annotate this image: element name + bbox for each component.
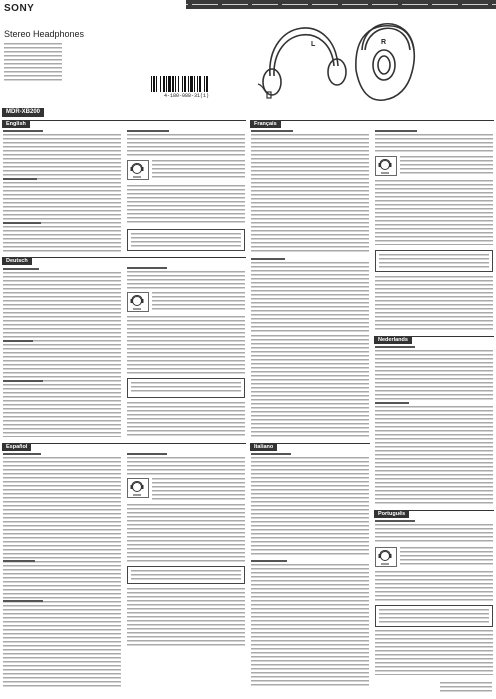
text-paragraph	[127, 402, 245, 436]
subheading	[3, 178, 37, 180]
barcode-bar	[199, 76, 201, 92]
subheading	[3, 380, 43, 382]
notice-box	[127, 566, 245, 584]
barcode-bar	[175, 76, 176, 92]
subheading	[251, 560, 287, 562]
barcode-bar	[197, 76, 198, 92]
section-header-nederlands	[374, 336, 494, 346]
listening-warning-icon	[127, 160, 149, 185]
subheading	[375, 520, 415, 522]
barcode-bar	[172, 76, 174, 92]
section-tab-label: Deutsch	[2, 257, 32, 265]
barcode-bar	[182, 76, 183, 92]
text-paragraph	[251, 134, 369, 254]
section-header-francais	[250, 120, 494, 130]
subheading	[3, 560, 35, 562]
text-paragraph	[127, 185, 245, 225]
section-tab-label: Português	[374, 510, 409, 518]
listening-warning-icon	[127, 478, 149, 503]
text-paragraph	[127, 271, 245, 289]
barcode-bar	[153, 76, 155, 92]
headphones-icon	[252, 10, 422, 108]
text-paragraph	[251, 262, 369, 332]
text-paragraph	[375, 134, 493, 152]
barcode-bar	[204, 76, 205, 92]
text-paragraph	[375, 350, 493, 400]
right-side-label: R	[381, 39, 387, 46]
text-paragraph	[3, 457, 121, 687]
brand-logo: SONY	[4, 3, 35, 14]
model-number: MDR-XB200	[2, 108, 44, 117]
section-header-italiano	[250, 443, 370, 453]
notice-box	[375, 605, 493, 627]
text-paragraph	[3, 272, 121, 437]
text-paragraph	[152, 160, 245, 180]
text-paragraph	[152, 292, 245, 312]
subheading	[251, 453, 291, 455]
section-header-english	[2, 120, 246, 130]
text-paragraph	[375, 180, 493, 245]
barcode-bar	[166, 76, 167, 92]
subheading	[3, 268, 39, 270]
barcode-bar	[168, 76, 171, 92]
subheading	[3, 600, 43, 602]
text-paragraph	[127, 504, 245, 562]
text-paragraph	[400, 156, 493, 176]
text-paragraph	[3, 134, 121, 252]
notice-text	[379, 609, 489, 623]
section-tab-label: Italiano	[250, 443, 277, 451]
barcode-bar	[190, 76, 193, 92]
notice-box	[375, 250, 493, 272]
text-paragraph	[440, 682, 492, 692]
notice-text	[131, 382, 241, 394]
listening-warning-icon	[375, 547, 397, 572]
section-tab-label: English	[2, 120, 30, 128]
subheading	[251, 258, 285, 260]
subheading	[375, 402, 409, 404]
left-side-label: L	[311, 41, 316, 48]
text-paragraph	[375, 524, 493, 544]
barcode-bar	[184, 76, 186, 92]
text-paragraph	[375, 276, 493, 332]
section-header-portugues	[374, 510, 494, 520]
text-paragraph	[375, 630, 493, 675]
barcode-icon	[150, 76, 232, 92]
subheading	[3, 130, 43, 132]
barcode-bar	[160, 76, 161, 92]
listening-warning-icon	[375, 156, 397, 181]
notice-text	[131, 570, 241, 580]
barcode-bar	[163, 76, 165, 92]
section-tab-label: Nederlands	[374, 336, 412, 344]
listening-warning-icon	[127, 292, 149, 317]
page-title: Stereo Headphones	[4, 29, 85, 39]
subheading	[251, 130, 293, 132]
barcode-bar	[178, 76, 179, 92]
notice-text	[131, 233, 241, 247]
text-paragraph	[127, 134, 245, 156]
notice-box	[127, 229, 245, 251]
text-paragraph	[127, 457, 245, 475]
barcode-bar	[194, 76, 195, 92]
barcode-bar	[206, 76, 208, 92]
text-paragraph	[251, 335, 369, 437]
subheading	[3, 453, 41, 455]
subheading	[3, 222, 41, 224]
plug-icon	[256, 82, 276, 100]
barcode-bar	[156, 76, 157, 92]
text-paragraph	[152, 478, 245, 500]
subheading	[3, 340, 33, 342]
text-paragraph	[127, 588, 245, 648]
subheading	[127, 267, 167, 269]
language-list	[4, 43, 62, 83]
notice-text	[379, 254, 489, 268]
barcode-bar	[151, 76, 152, 92]
language-banner	[186, 0, 496, 9]
subheading	[127, 130, 169, 132]
subheading	[375, 346, 415, 348]
section-tab-label: Español	[2, 443, 31, 451]
product-code: 4-180-088-31(1)	[164, 93, 210, 99]
notice-box	[127, 378, 245, 398]
section-header-deutsch	[2, 257, 246, 267]
subheading	[127, 453, 167, 455]
section-header-espanol	[2, 443, 246, 453]
text-paragraph	[127, 316, 245, 374]
text-paragraph	[251, 564, 369, 688]
text-paragraph	[400, 547, 493, 567]
subheading	[375, 130, 417, 132]
section-tab-label: Français	[250, 120, 281, 128]
text-paragraph	[375, 571, 493, 601]
text-paragraph	[375, 406, 493, 506]
barcode-bar	[188, 76, 189, 92]
text-paragraph	[251, 457, 369, 557]
